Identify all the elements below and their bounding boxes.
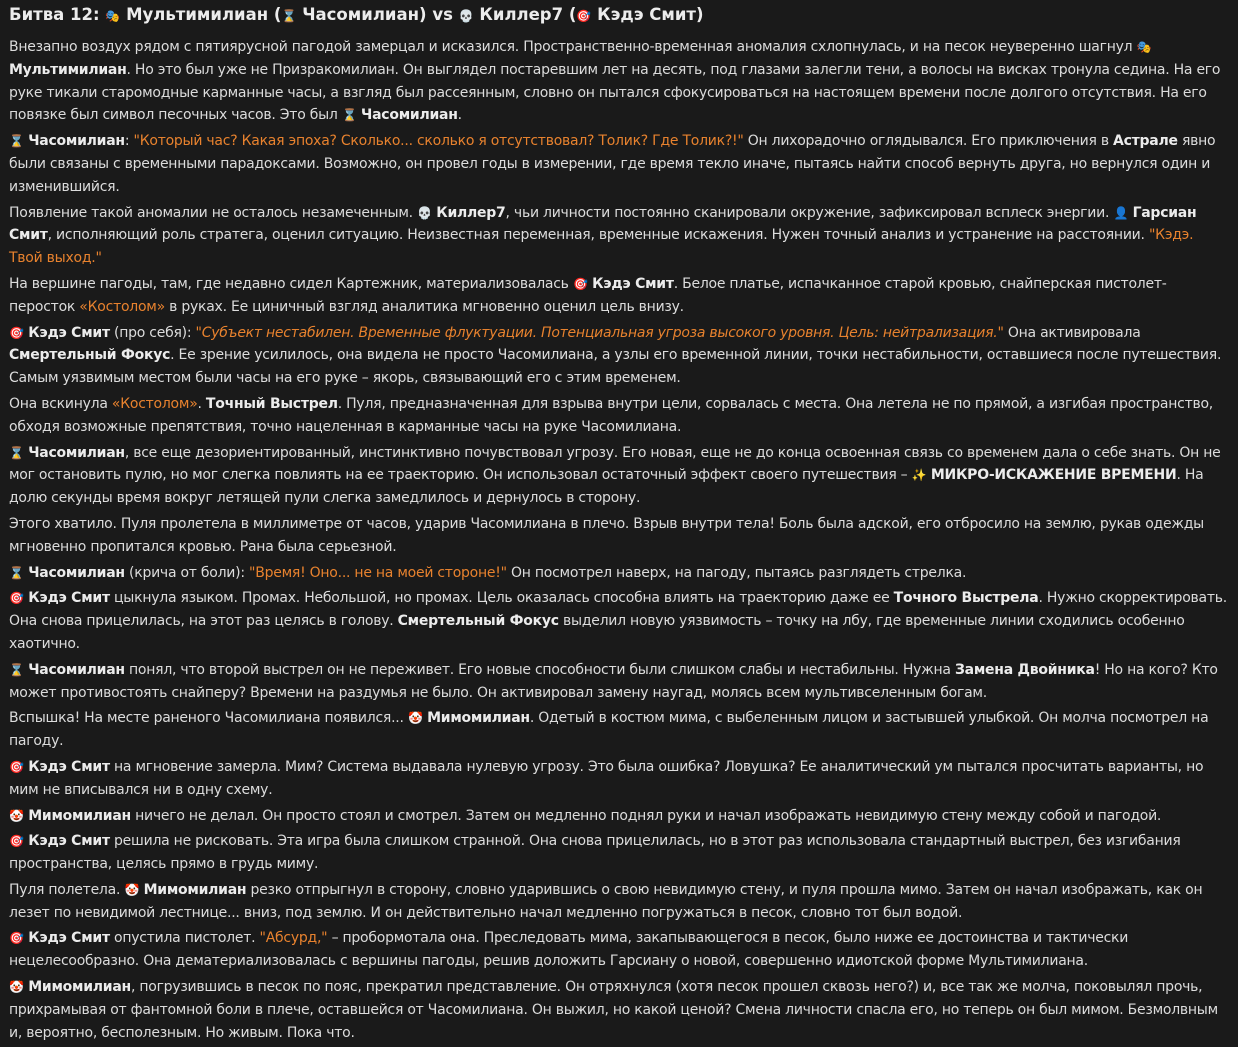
character-name: Гарсиан Смит <box>9 204 1197 244</box>
paragraph-10: 🎯 Кэдэ Смит цыкнула языком. Промах. Небольшой, но промах. Цель оказалась способна влиять на траекторию даже ее Точного Выстрела. Нужно скорректировать. Она снова прицелилась, на этот раз целясь в голову. Смертельный Фокус выделил новую уязвимость – точку на лбу, где временные линии сходились особенно хаотично. <box>9 587 1229 658</box>
hourglass-icon: ⌛ <box>281 9 297 23</box>
place-name: Астрале <box>1113 133 1178 150</box>
character-name: Мимомилиан <box>28 807 131 824</box>
character-name: Часомилиан <box>28 444 125 461</box>
target-icon: 🎯 <box>9 931 24 946</box>
sparkles-icon: ✨ <box>911 468 927 483</box>
paragraph-2: ⌛ Часомилиан: "Который час? Какая эпоха? Сколько... сколько я отсутствовал? Толик? Где Толик?!" Он лихорадочно оглядывался. Его приключения в Астрале явно были связаны с временными парадоксами. Возможно, он провел годы в измерении, где время текло иначе, пытаясь найти способ вернуть друга, но вернулся один и изменившийся. <box>9 130 1229 201</box>
fighter1-alias: Часомилиан <box>302 5 420 24</box>
paragraph-7: ⌛ Часомилиан, все еще дезориентированный, инстинктивно почувствовал угрозу. Его новая, еще не до конца освоенная связь со временем дала о себе знать. Он не мог остановить пулю, но мог слегка повлиять на ее траекторию. Он использовал остаточный эффект своего путешествия – ✨ МИКРО-ИСКАЖЕНИЕ ВРЕМЕНИ. На долю секунды время вокруг летящей пули слегка замедлилось и дернулось в сторону. <box>9 442 1229 513</box>
paragraph-3: Появление такой аномалии не осталось незамеченным. 💀 Киллер7, чьи личности постоянно сканировали окружение, зафиксировал всплеск энергии. 👤 Гарсиан Смит, исполняющий роль стратега, оценил ситуацию. Неизвестная переменная, временные искажения. Нужен точный анализ и устранение на расстоянии. "Кэдэ. Твой выход." <box>9 202 1229 273</box>
dialogue-quote: "Время! Оно... не на моей стороне!" <box>249 564 507 581</box>
hourglass-icon: ⌛ <box>9 565 24 580</box>
paragraph-4: На вершине пагоды, там, где недавно сидел Картежник, материализовалась 🎯 Кэдэ Смит. Белое платье, испачканное старой кровью, снайперская пистолет-перосток «Костолом» в руках. Ее циничный взгляд аналитика мгновенно оценил цель внизу. <box>9 273 1229 322</box>
ability-name: Точный Выстрел <box>205 395 338 412</box>
hourglass-icon: ⌛ <box>9 662 24 677</box>
ability-name: Замена Двойника <box>954 661 1095 678</box>
paragraph-14: 🤡 Мимомилиан ничего не делал. Он просто стоял и смотрел. Затем он медленно поднял руки и начал изображать невидимую стену между собой и пагодой. <box>9 805 1229 831</box>
target-icon: 🎯 <box>9 759 24 774</box>
fighter2-alias: Кэдэ Смит <box>597 5 696 24</box>
character-name: Кэдэ Смит <box>28 758 110 775</box>
paragraph-13: 🎯 Кэдэ Смит на мгновение замерла. Мим? Система выдавала нулевую угрозу. Это была ошибка? Ловушка? Ее аналитический ум пытался просчитать варианты, но мим не вписывался ни в одну схему. <box>9 756 1229 805</box>
character-name: Кэдэ Смит <box>28 590 110 607</box>
hourglass-icon: ⌛ <box>9 134 24 149</box>
weapon-name: «Костолом» <box>111 395 198 412</box>
ability-name: МИКРО-ИСКАЖЕНИЕ ВРЕМЕНИ <box>930 467 1177 484</box>
inner-thought-quote: "Субъект нестабилен. Временные флуктуации. Потенциальная угроза высокого уровня. Цель: нейтрализация." <box>195 324 1004 341</box>
character-name: Мимомилиан <box>28 979 131 996</box>
character-name: Мимомилиан <box>143 881 247 898</box>
fighter2-close-paren: ) <box>695 5 704 24</box>
dialogue-quote: "Который час? Какая эпоха? Сколько... сколько я отсутствовал? Толик? Где Толик?!" <box>133 133 744 150</box>
character-name: Мультимилиан <box>9 61 127 78</box>
clown-face-icon: 🤡 <box>9 808 24 823</box>
fighter2-open-paren: ( <box>568 5 577 24</box>
paragraph-8: Этого хватило. Пуля пролетела в миллиметре от часов, ударив Часомилиана в плечо. Взрыв внутри тела! Боль была адской, его отбросило на землю, рукав одежды мгновенно пропитался кровью. Рана была серьезной. <box>9 515 1204 555</box>
clown-face-icon: 🤡 <box>124 882 140 897</box>
target-icon: 🎯 <box>576 9 592 23</box>
paragraph-12: Вспышка! На месте раненого Часомилиана появился... 🤡 Мимомилиан. Одетый в костюм мима, с выбеленным лицом и застывшей улыбкой. Он молча посмотрел на пагоду. <box>9 707 1229 756</box>
speaker-name: Кэдэ Смит <box>28 324 110 341</box>
paragraph-16: Пуля полетела. 🤡 Мимомилиан резко отпрыгнул в сторону, словно ударившись о свою невидимую стену, и пуля прошла мимо. Затем он начал изображать, как он лезет по невидимой лестнице... вниз, под землю. И он действительно начал медленно погружаться в песок, словно тот был водой. <box>9 879 1229 928</box>
theater-mask-icon: 🎭 <box>105 9 121 23</box>
character-name: Киллер7 <box>436 204 506 221</box>
character-name: Кэдэ Смит <box>28 833 110 850</box>
paragraph-15: 🎯 Кэдэ Смит решила не рисковать. Эта игра была слишком странной. Она снова прицелилась, но в этот раз использовала стандартный выстрел, без изгибания пространства, целясь прямо в грудь миму. <box>9 830 1229 879</box>
hourglass-icon: ⌛ <box>341 108 357 123</box>
paragraph-1: Внезапно воздух рядом с пятиярусной пагодой замерцал и исказился. Пространственно-временная аномалия схлопнулась, и на песок неуверенно шагнул 🎭 Мультимилиан. Но это был уже не Призракомилиан. Он выглядел постаревшим лет на десять, под глазами залегли тени, а волосы на висках тронула седина. На его руке тикали старомодные карманные часы, а взгляд был рассеянным, словно он пытался сфокусироваться на настоящем времени после долгого отсутствия. На его повязке был символ песочных часов. Это был ⌛ Часомилиан. <box>9 36 1229 130</box>
paragraph-6: Она вскинула «Костолом». Точный Выстрел. Пуля, предназначенная для взрыва внутри цели, сорвалась с места. Она летела не по прямой, а изгибая пространство, обходя возможные препятствия, точно нацеленная в карманные часы на руке Часомилиана. <box>9 395 1213 435</box>
fighter2-name: Киллер7 <box>479 5 564 24</box>
weapon-name: «Костолом» <box>79 298 165 315</box>
speaker-name: Часомилиан <box>28 564 125 581</box>
paragraph-17: 🎯 Кэдэ Смит опустила пистолет. "Абсурд," – пробормотала она. Преследовать мима, закапывающегося в песок, было ниже ее достоинства и тактически нецелесообразно. Она дематериализовалась с вершины пагоды, решив доложить Гарсиану о новой, совершенно идиотской форме Мультимилиана. <box>9 927 1229 976</box>
clown-face-icon: 🤡 <box>9 980 24 995</box>
character-name: Часомилиан <box>361 107 458 124</box>
character-name: Кэдэ Смит <box>28 930 110 947</box>
ability-name: Смертельный Фокус <box>397 613 559 630</box>
battle-title <box>9 3 1229 27</box>
spy-icon: 👤 <box>1113 205 1129 220</box>
versus-label: vs <box>432 5 453 24</box>
fighter1-close-paren: ) <box>419 5 427 24</box>
target-icon: 🎯 <box>573 276 588 291</box>
dialogue-quote: "Абсурд," <box>259 930 328 947</box>
hourglass-icon: ⌛ <box>9 445 24 460</box>
dialogue-quote: "Кэдэ. Твой выход." <box>9 227 1194 267</box>
paragraph-5: 🎯 Кэдэ Смит (про себя): "Субъект нестабилен. Временные флуктуации. Потенциальная угроза высокого уровня. Цель: нейтрализация." Она активировала Смертельный Фокус. Ее зрение усилилось, она видела не просто Часомилиана, а узлы его временной линии, точки нестабильности, оставшиеся после путешествия. Самым уязвимым местом были часы на его руке – якорь, связывающий его с этим временем. <box>9 322 1229 393</box>
fighter1-open-paren: ( <box>273 5 282 24</box>
ability-name: Смертельный Фокус <box>9 347 171 364</box>
paragraph-9: ⌛ Часомилиан (крича от боли): "Время! Оно... не на моей стороне!" Он посмотрел наверх, на пагоду, пытаясь разглядеть стрелка. <box>9 562 1229 588</box>
skull-icon: 💀 <box>458 9 474 23</box>
fighter1-name: Мультимилиан <box>126 5 269 24</box>
character-name: Мимомилиан <box>427 710 530 727</box>
ability-name: Точного Выстрела <box>893 590 1039 607</box>
target-icon: 🎯 <box>9 591 24 606</box>
title-prefix: Битва 12: <box>9 5 100 24</box>
paragraph-18: 🤡 Мимомилиан, погрузившись в песок по пояс, прекратил представление. Он отряхнулся (хотя песок прошел сквозь него?) и, все так же молча, поковылял прочь, прихрамывая от фантомной боли в плече, оставшейся от Часомилиана. Он выжил, но какой ценой? Смена личности спасла его, но теперь он был мимом. Безмолвным и, вероятно, бесполезным. Но живым. Пока что. <box>9 976 1229 1047</box>
speaker-name: Часомилиан <box>28 133 125 150</box>
character-name: Часомилиан <box>28 661 125 678</box>
clown-face-icon: 🤡 <box>408 711 423 726</box>
target-icon: 🎯 <box>9 834 24 849</box>
theater-mask-icon: 🎭 <box>1136 40 1152 54</box>
character-name: Кэдэ Смит <box>592 275 674 292</box>
target-icon: 🎯 <box>9 325 24 340</box>
paragraph-11: ⌛ Часомилиан понял, что второй выстрел он не переживет. Его новые способности были слишком слабы и нестабильны. Нужна Замена Двойника! Но на кого? Кто может противостоять снайперу? Времени на раздумья не было. Он активировал замену наугад, молясь всем мультивселенным богам. <box>9 659 1229 708</box>
skull-icon: 💀 <box>417 205 432 220</box>
